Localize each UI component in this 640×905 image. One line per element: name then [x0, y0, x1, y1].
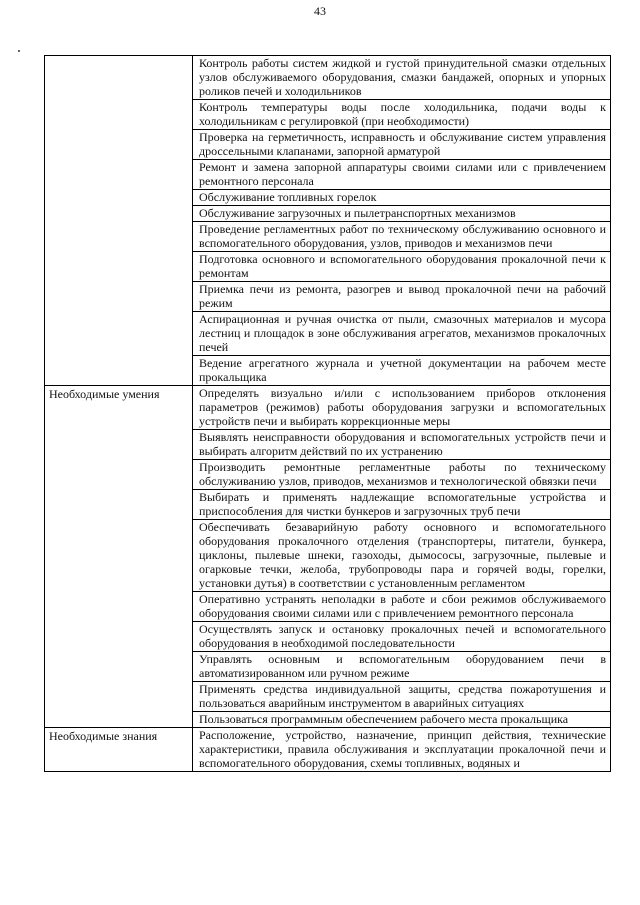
table-row [45, 728, 611, 772]
row-items [193, 56, 611, 386]
list-item: Приемка печи из ремонта, разогрев и вывод прокалочной печи на рабочий режим [193, 282, 610, 312]
list-item: Подготовка основного и вспомогательного оборудования прокалочной печи к ремонтам [193, 252, 610, 282]
list-item: Управлять основным и вспомогательным оборудованием печи в автоматизированном или ручном режиме [193, 652, 610, 682]
list-item: Применять средства индивидуальной защиты, средства пожаротушения и пользоваться аварийным инструментом в аварийных ситуациях [193, 682, 610, 712]
scan-dot [18, 50, 20, 52]
list-item: Аспирационная и ручная очистка от пыли, смазочных материалов и мусора лестниц и площадок в зоне обслуживания агрегатов, механизмов прокалочных печей [193, 312, 610, 356]
row-label: Необходимые знания [45, 728, 193, 772]
row-items [193, 728, 611, 772]
page-number: 43 [314, 4, 326, 18]
list-item: Контроль температуры воды после холодильника, подачи воды к холодильникам с регулировкой (при необходимости) [193, 100, 610, 130]
table-row [45, 386, 611, 728]
list-item: Контроль работы систем жидкой и густой принудительной смазки отдельных узлов обслуживаемого оборудования, смазки бандажей, опорных и упорных роликов печей и холодильников [193, 56, 610, 100]
list-item: Расположение, устройство, назначение, принцип действия, технические характеристики, правила обслуживания и эксплуатации прокалочной печи и вспомогательного оборудования, схемы топливных, водяных и [199, 728, 606, 770]
list-item: Выявлять неисправности оборудования и вспомогательных устройств печи и выбирать алгоритм действий по их устранению [193, 430, 610, 460]
list-item: Определять визуально и/или с использованием приборов отклонения параметров (режимов) работы оборудования загрузки и вспомогательных устройств печи и выбирать коррекционные меры [193, 386, 610, 430]
list-item: Обеспечивать безаварийную работу основного и вспомогательного оборудования прокалочного отделения (транспортеры, питатели, бункера, циклоны, пылевые шнеки, газоходы, дымососы, загрузочные, пылевые и огарковые течки, желоба, трубопроводы пара и горячей воды, горелки, установки дутья) в соответствии с установленным регламентом [193, 520, 610, 592]
table-row [45, 56, 611, 386]
list-item: Проведение регламентных работ по техническому обслуживанию основного и вспомогательного оборудования, узлов, приводов и механизмов печи [193, 222, 610, 252]
list-item: Осуществлять запуск и остановку прокалочных печей и вспомогательного оборудования в необходимой последовательности [193, 622, 610, 652]
list-item: Производить ремонтные регламентные работы по техническому обслуживанию узлов, приводов, механизмов и технологической обвязки печи [193, 460, 610, 490]
row-label [45, 56, 193, 386]
list-item: Проверка на герметичность, исправность и обслуживание систем управления дроссельными клапанами, запорной арматурой [193, 130, 610, 160]
list-item: Обслуживание загрузочных и пылетранспортных механизмов [193, 206, 610, 222]
list-item: Обслуживание топливных горелок [193, 190, 610, 206]
requirements-table [44, 55, 611, 772]
list-item: Ремонт и замена запорной аппаратуры своими силами или с привлечением ремонтного персонала [193, 160, 610, 190]
row-label: Необходимые умения [45, 386, 193, 728]
list-item: Оперативно устранять неполадки в работе и сбои режимов обслуживаемого оборудования своими силами или с привлечением ремонтного персонала [193, 592, 610, 622]
list-item: Пользоваться программным обеспечением рабочего места прокальщика [199, 712, 569, 726]
row-items [193, 386, 611, 728]
list-item: Ведение агрегатного журнала и учетной документации на рабочем месте прокальщика [199, 356, 606, 384]
table-body [45, 56, 611, 772]
list-item: Выбирать и применять надлежащие вспомогательные устройства и приспособления для чистки бункеров и загрузочных труб печи [193, 490, 610, 520]
